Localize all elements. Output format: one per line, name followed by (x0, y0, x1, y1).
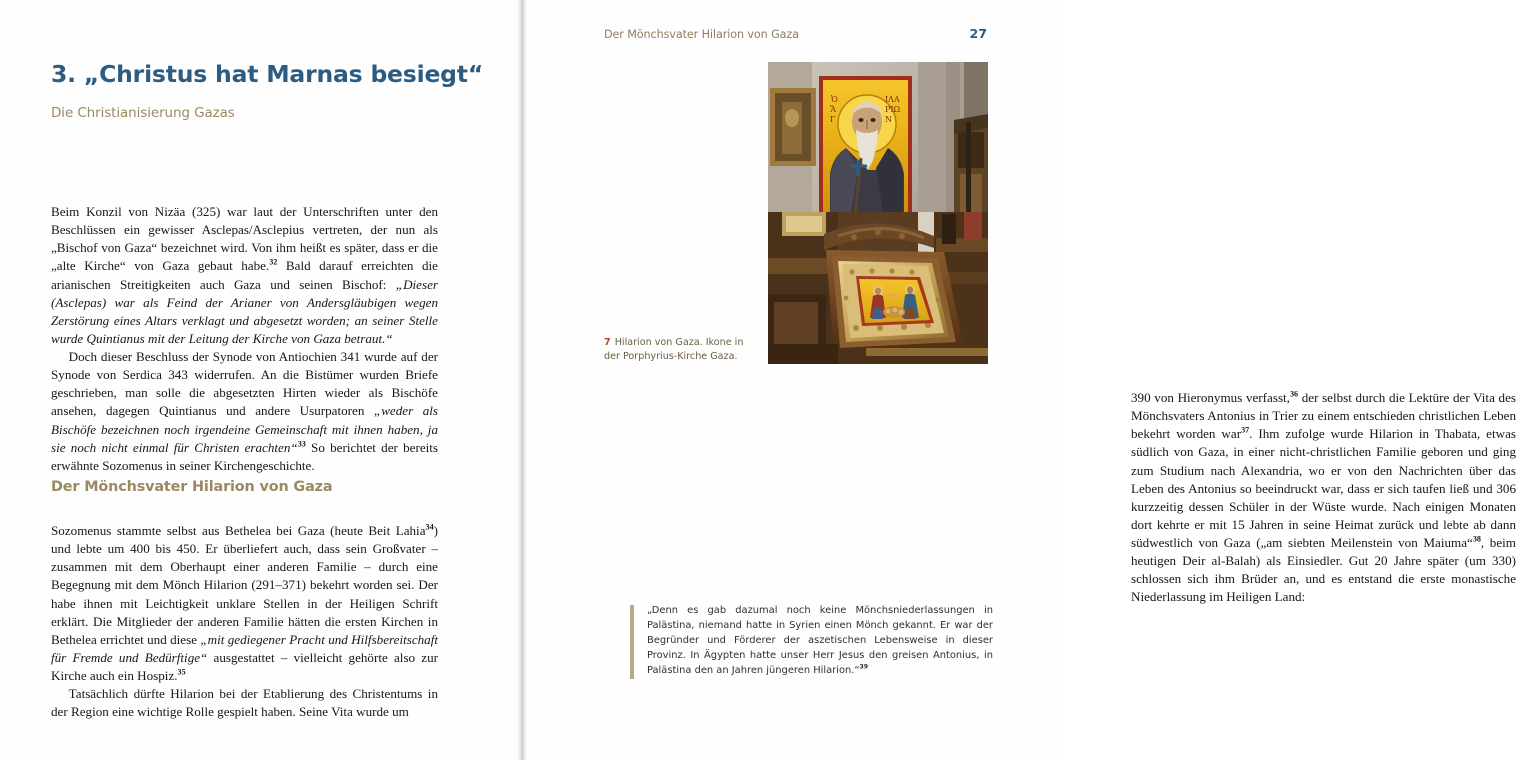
svg-text:Ὁ: Ὁ (831, 95, 838, 104)
svg-text:ΡΙΩ: ΡΙΩ (885, 105, 901, 114)
paragraph-text: Beim Konzil von Nizäa (325) war laut der Unterschriften unter den Beschlüssen ein gewisser Asclepas/Asclepius vertreten, der nun als „Bischof von Gaza“ bezeichnet wird. Von ihm heißt es später, dass er die „alte Kirche“ von Gaza gebaut habe. (51, 204, 438, 274)
paragraph-text-cont: ) und lebte um 400 bis 450. Er überliefert auch, dass sein Großvater – zusammen mit dem Oberhaupt einer anderen Familie – durch eine Begegnung mit dem Mönch Hilarion (291–371) bekehrt worden sei. Der habe ihnen mit Leichtigkeit unklare Stellen in der Heiligen Schrift erklärt. Die Mitglieder der anderen Familie hätten die ersten Kirchen in Bethelea errichtet und diese (51, 523, 438, 647)
blockquote-body: „Denn es gab dazumal noch keine Mönchsniederlassungen in Palästina, niemand hatte in Syrien einen Mönch gekannt. Er war der Begründer und Förderer der aszetischen Lebensweise in dieser Provinz. In Ägypten hatte unser Herr Jesus den greisen Antonius, in Palästina den an Jahren jüngeren Hilarion.“ (647, 605, 993, 677)
paragraph-text: Sozomenus stammte selbst aus Bethelea bei Gaza (heute Beit Lahia (51, 523, 426, 538)
footnote-marker[interactable]: 34 (425, 522, 434, 532)
figure-caption (604, 336, 754, 363)
paragraph-text-cont3: , beim heutigen Deir al-Balah) als Einsiedler. Gut 20 Jahre später (um 330) schlossen sich ihm Brüder an, und es entstand die erste monastische Niederlassung im Heiligen Land: (1131, 535, 1516, 605)
figure-photo-hilarion-icon (768, 62, 988, 364)
paragraph-quote: „weder als Bischöfe bezeichnen noch irgendeine Gemeinschaft mit ihnen haben, ja sie noch nicht einmal für Christen erachten“ (51, 403, 439, 455)
svg-text:Γ: Γ (830, 115, 836, 124)
paragraph (51, 685, 438, 721)
paragraph-quote: „Dieser (Asclepas) war als Feind der Arianer von Andersgläubigen wegen Zerstörung eines Altars verklagt und abgesetzt worden; an seiner Stelle wurde Quintianus mit der Leitung der Kirche von Gaza betraut.“ (51, 276, 438, 346)
blockquote (630, 603, 993, 678)
paragraph-text-cont: der selbst durch die Lektüre der Vita des Mönchsvaters Antonius in Trier zu einem entschieden christlichen Leben bekehrt worden war (1131, 390, 1516, 442)
chapter-title: 3. „Christus hat Marnas besiegt“ (51, 60, 484, 88)
chapter-subtitle: Die Christianisierung Gazas (51, 105, 235, 121)
footnote-marker[interactable]: 32 (269, 258, 278, 268)
photo-icon-hilarion-in-church (768, 62, 988, 364)
section-heading: Der Mönchsvater Hilarion von Gaza (51, 479, 333, 495)
paragraph-text-cont: Bald darauf erreichten die arianischen Streitigkeiten auch Gaza und seinen Bischof: (51, 258, 438, 292)
footnote-marker[interactable]: 35 (177, 667, 186, 677)
footnote-marker[interactable]: 37 (1241, 425, 1250, 435)
left-page (0, 0, 517, 760)
paragraph (1131, 389, 1516, 607)
figure-caption-text: Hilarion von Gaza. Ikone in der Porphyrius-Kirche Gaza. (604, 337, 744, 362)
footnote-marker[interactable]: 38 (1472, 534, 1481, 544)
svg-text:Ἅ: Ἅ (830, 105, 837, 114)
svg-text:Ν: Ν (885, 115, 892, 124)
left-column-text-block-1 (51, 203, 438, 475)
paragraph-text: Doch dieser Beschluss der Synode von Antiochien 341 wurde auf der Synode von Serdica 343 widerrufen. An die Bistümer wurden Briefe geschrieben, man solle die abgesetzten Hirten wieder als Bischöfe ansehen, dagegen Quintianus und andere Usurpatoren (51, 349, 438, 419)
blockquote-text (647, 603, 993, 678)
paragraph-text: 390 von Hieronymus verfasst, (1131, 390, 1290, 405)
footnote-marker[interactable]: 39 (859, 663, 869, 671)
right-page (527, 0, 1516, 760)
svg-text:ΙΛΑ: ΙΛΑ (885, 95, 900, 104)
paragraph-text-cont2: ausgestattet – vielleicht gehörte also zur Kirche auch ein Hospiz. (51, 649, 439, 683)
left-column-text-block-2 (51, 522, 438, 721)
paragraph (51, 348, 438, 475)
paragraph (51, 522, 438, 685)
right-column-text-block (1131, 389, 1516, 607)
running-head: Der Mönchsvater Hilarion von Gaza (604, 28, 799, 41)
paragraph-text: Tatsächlich dürfte Hilarion bei der Etablierung des Christentums in der Region eine wichtige Rolle gespielt haben. Seine Vita wurde um (51, 686, 438, 720)
footnote-marker[interactable]: 33 (297, 439, 306, 449)
footnote-marker[interactable]: 36 (1289, 389, 1299, 399)
paragraph-text-cont2: . Ihm zufolge wurde Hilarion in Thabata, etwas südlich von Gaza, in einer nicht-christlichen Familie geboren und ging zum Studium nach Alexandria, wo er von den Nachrichten über das Leben des Antonius so beeindruckt war, dass er sich taufen ließ und 306 kurzzeitig dessen Schüler in der Wüste wurde. Nach einigen Monaten dort kehrte er mit 15 Jahren in seine Heimat zurück und lebte ab dann südwestlich von Gaza („am siebten Meilenstein von Maiuma“ (1131, 426, 1516, 550)
paragraph-quote: „mit gediegener Pracht und Hilfsbereitschaft für Fremde und Bedürftige“ (51, 631, 438, 665)
figure-number: 7 (604, 337, 611, 348)
paragraph (51, 203, 438, 348)
page-number: 27 (969, 26, 987, 41)
page-gutter-divider (517, 0, 527, 760)
paragraph-text-cont: So berichtet der bereits erwähnte Sozomenus in seiner Kirchengeschichte. (51, 439, 438, 473)
